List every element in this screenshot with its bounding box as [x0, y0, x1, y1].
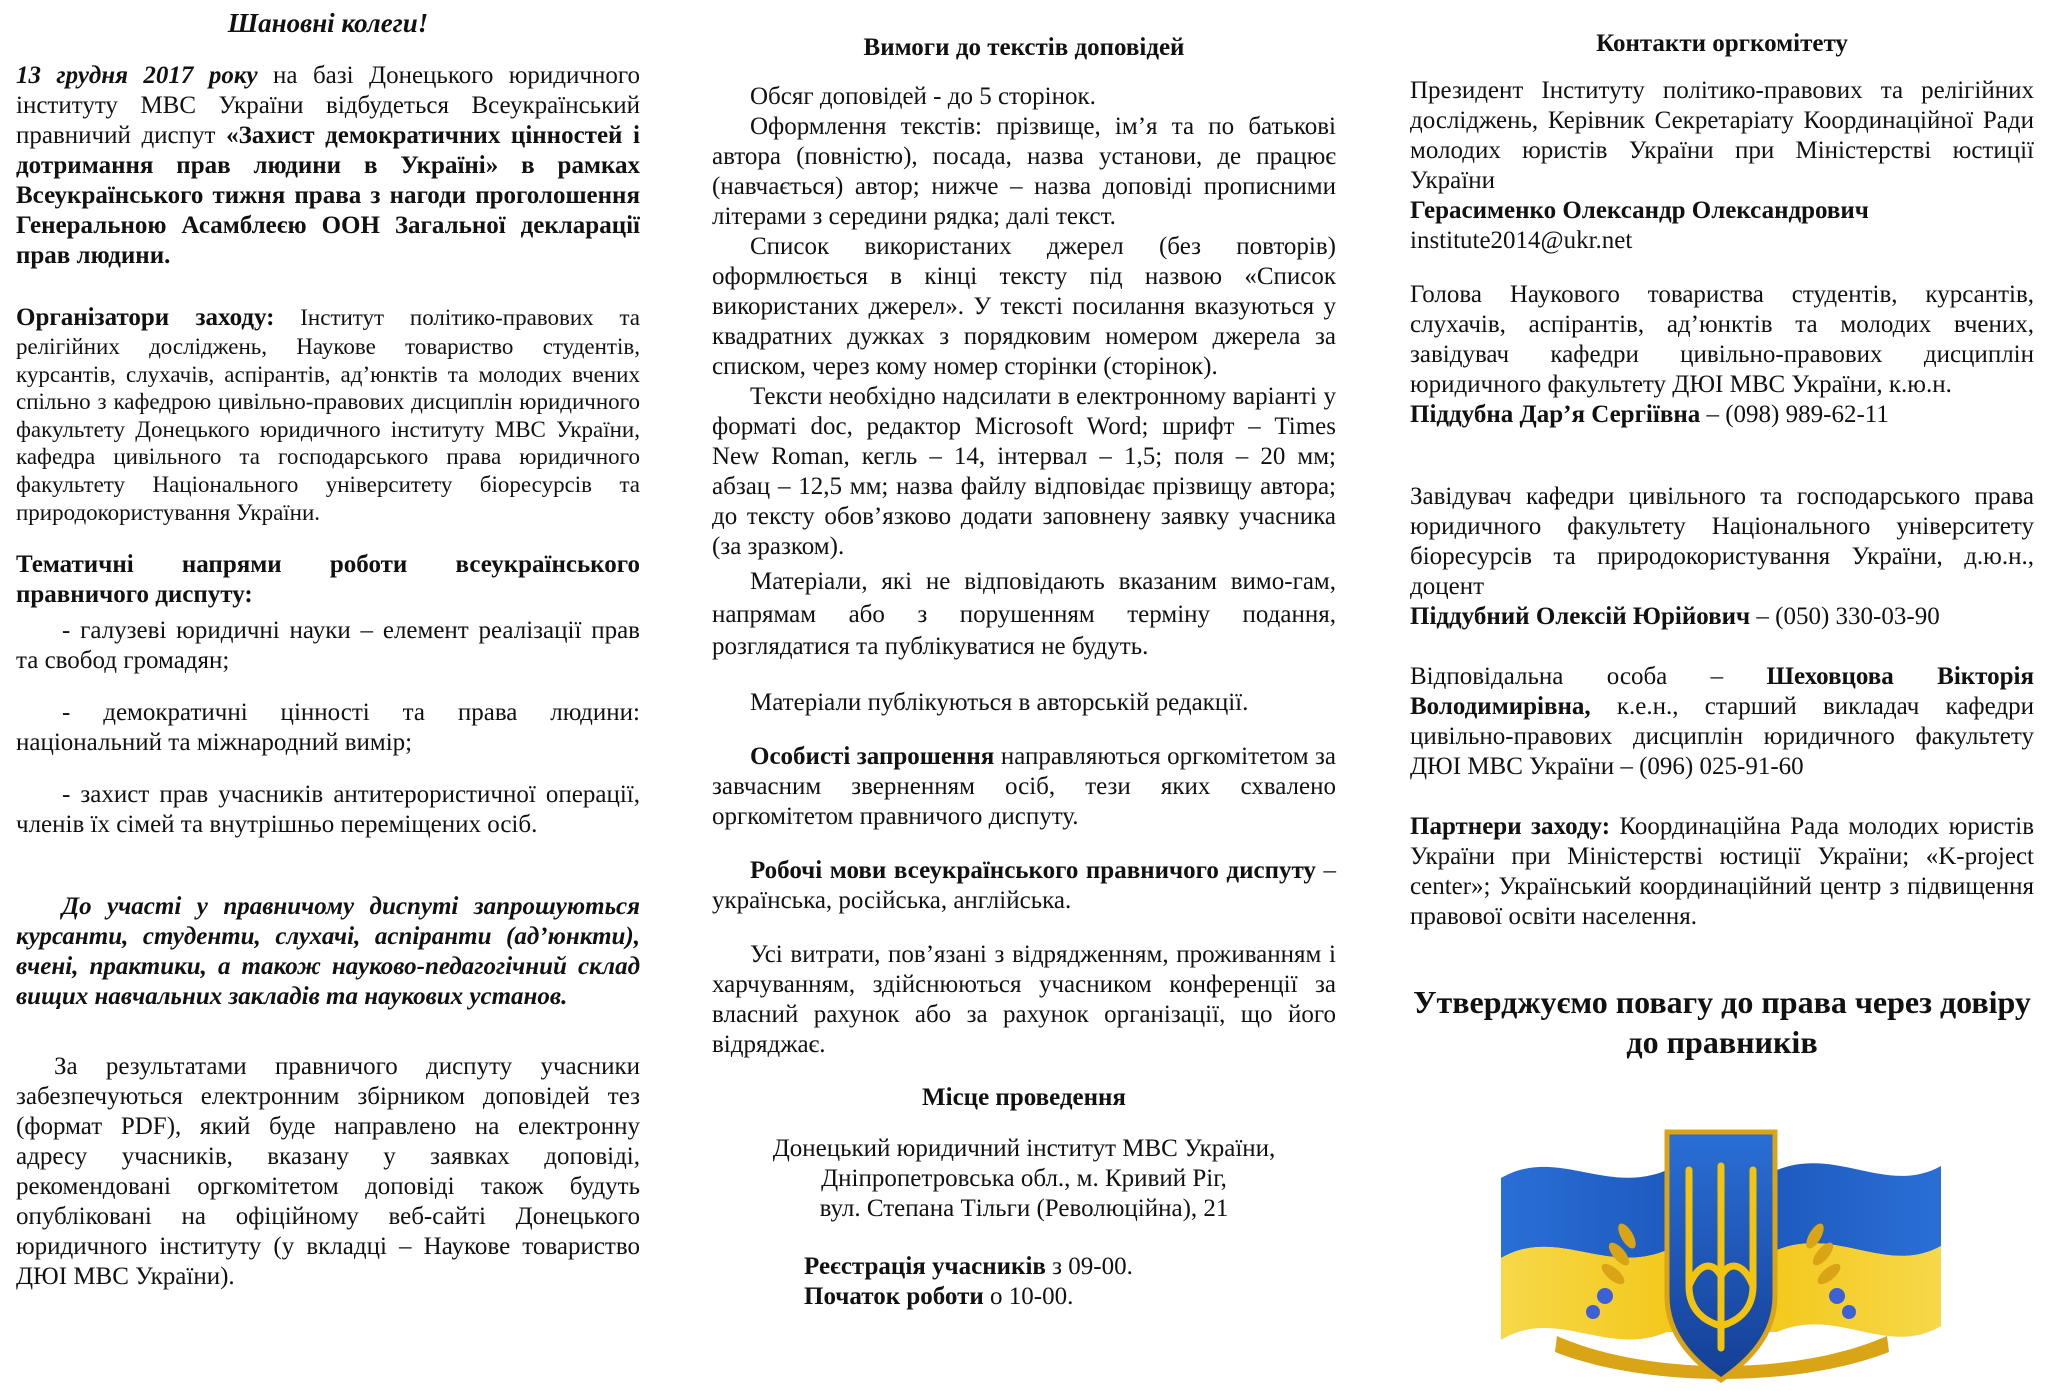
- topic-item: - демократичні цінності та права людини: національний та міжнародний вимір;: [16, 699, 640, 757]
- requirements-rejection: Матеріали, які не відповідають вказаним вимо-гам, напрямам або з порушенням терміну подання, розглядатися та публікуватися не будуть.: [712, 568, 1336, 660]
- column-middle: [712, 0, 1336, 1312]
- contact-line: [1410, 602, 2034, 632]
- topic-item: - галузеві юридичні науки – елемент реалізації прав та свобод громадян;: [16, 617, 640, 675]
- column-left: [16, 0, 640, 1292]
- contact-phone: – (098) 989-62-11: [1700, 401, 1889, 428]
- registration-time: Реєстрація учасників з 09-00.: [804, 1252, 1133, 1280]
- column-right: [1410, 0, 2034, 1062]
- expenses-paragraph: Усі витрати, пов’язані з відрядженням, проживанням і харчуванням, здійснюються учасником конференції за власний рахунок або за рахунок організації, що його відряджає.: [712, 940, 1336, 1058]
- requirements-format: Оформлення текстів: прізвище, ім’я та по батькові автора (повністю), посада, назва установи, де працює (навчається) автор; нижче – назва доповіді прописними літерами з середини рядка; далі текст.: [712, 113, 1336, 230]
- contact-name: Піддубний Олексій Юрійович: [1410, 603, 1751, 630]
- contact-position: Голова Наукового товариства студентів, курсантів, слухачів, аспірантів, ад’юнктів та молодих вчених, завідувач кафедри цивільно-правових дисциплін юридичного факультету ДЮІ МВС України, к.ю.н.: [1410, 281, 2034, 398]
- slogan: Утверджуємо повагу до права через довіру до правників: [1413, 984, 2031, 1060]
- event-title: «Захист демократичних цінностей і дотримання прав людини в Україні» в рамках Всеукраїнського тижня права з нагоди проголошення Генеральною Асамблеєю ООН Загальної декларації прав людини.: [16, 122, 640, 269]
- contact-phone: – (050) 330-03-90: [1750, 603, 1940, 630]
- intro-paragraph: 13 грудня 2017 року на базі Донецького юридичного інституту МВС України відбудеться Всеукраїнський правничий диспут «Захист демократичних цінностей і дотримання прав людини в Україні» в рамках Всеукраїнського тижня права з нагоди проголошення Генеральною Асамблеєю ООН Загальної декларації прав людини.: [16, 62, 640, 269]
- greeting: Шановні колеги!: [227, 8, 429, 38]
- venue-heading: Місце проведення: [922, 1083, 1126, 1111]
- partners-paragraph: Партнери заходу: Координаційна Рада молодих юристів України при Міністерстві юстиції України; «K-project center»; Український координаційний центр з підвищення правової освіти населення.: [1410, 813, 2034, 930]
- event-date: 13 грудня 2017 року: [16, 62, 258, 89]
- personal-invitations: Особисті запрошення направляються оргкомітетом за завчасним зверненням осіб, тези яких схвалено оргкомітетом правничого диспуту.: [712, 742, 1336, 830]
- requirements-volume: Обсяг доповідей - до 5 сторінок.: [750, 83, 1096, 110]
- results-paragraph: За результатами правничого диспуту учасники забезпечуються електронним збірником доповідей тез (формат PDF), який буде направлено на електронну адресу учасників, вказану у заявках доповіді, рекомендовані оргкомітетом доповіді також будуть опубліковані на офіційному веб-сайті Донецького юридичного інституту (у вкладці – Наукове товариство ДЮІ МВС України).: [16, 1053, 640, 1291]
- responsible-person: Відповідальна особа – Шеховцова Вікторія Володимирівна, к.е.н., старший викладач кафедри цивільно-правових дисциплін юридичного факультету ДЮІ МВС України – (096) 025-91-60: [1410, 663, 2034, 780]
- topic-item: - захист прав учасників антитерористичної операції, членів їх сімей та внутрішньо переміщених осіб.: [16, 781, 640, 839]
- ukraine-flag-trident-emblem: [1497, 1126, 1945, 1388]
- working-languages: Робочі мови всеукраїнського правничого диспуту – українська, російська, англійська.: [712, 856, 1336, 914]
- requirements-edition: Матеріали публікуються в авторській редакції.: [750, 688, 1249, 716]
- venue-line: Дніпропетровська обл., м. Кривий Ріг,: [821, 1164, 1227, 1192]
- venue-line: Донецький юридичний інститут МВС України,: [772, 1134, 1276, 1162]
- topics-heading: Тематичні напрями роботи всеукраїнського правничого диспуту:: [16, 551, 640, 609]
- organizers-paragraph: Організатори заходу: Інститут політико-правових та релігійних досліджень, Наукове товариство студентів, курсантів, слухачів, аспірантів, ад’юнктів та молодих вчених спільно з кафедрою цивільно-правових дисциплін юридичного факультету Донецького юридичного інституту МВС України, кафедра цивільного та господарського права юридичного факультету Національного університету біоресурсів та природокористування України.: [16, 304, 640, 525]
- contact-name: Піддубна Дар’я Сергіївна: [1410, 401, 1701, 428]
- contact-email: institute2014@ukr.net: [1410, 227, 1633, 254]
- contact-name: Герасименко Олександр Олександрович: [1410, 197, 1869, 224]
- start-time: Початок роботи о 10-00.: [804, 1282, 1074, 1310]
- contact-position: Президент Інституту політико-правових та релігійних досліджень, Керівник Секретаріату Координаційної Ради молодих юристів України при Міністерстві юстиції України: [1410, 77, 2034, 194]
- requirements-sources: Список використаних джерел (без повторів) оформлюється в кінці тексту під назвою «Список використаних джерел». У тексті посилання вказуються у квадратних дужках з порядковим номером джерела за списком, через кому номер сторінки (сторінок).: [712, 233, 1336, 380]
- venue-line: вул. Степана Тільги (Революційна), 21: [819, 1194, 1229, 1222]
- contact-position: Завідувач кафедри цивільного та господарського права юридичного факультету Національного університету біоресурсів та природокористування України, д.ю.н., доцент: [1410, 483, 2034, 600]
- contact-line: [1410, 400, 2034, 430]
- requirements-heading: Вимоги до текстів доповідей: [863, 34, 1185, 61]
- contacts-heading: Контакти оргкомітету: [1596, 30, 1848, 57]
- requirements-submission: Тексти необхідно надсилати в електронному варіанті у форматі doc, редактор Microsoft Word; шрифт – Times New Roman, кегль – 14, інтервал – 1,5; поля – 20 мм; абзац – 12,5 мм; назва файлу відповідає прізвищу автора; до тексту обов’язково додати заповнену заявку учасника (за зразком).: [712, 383, 1336, 560]
- invitation-paragraph: До участі у правничому диспуті запрошуються курсанти, студенти, слухачі, аспіранти (ад’юнкти), вчені, практики, а також науково-педагогічний склад вищих навчальних закладів та наукових установ.: [16, 893, 640, 1011]
